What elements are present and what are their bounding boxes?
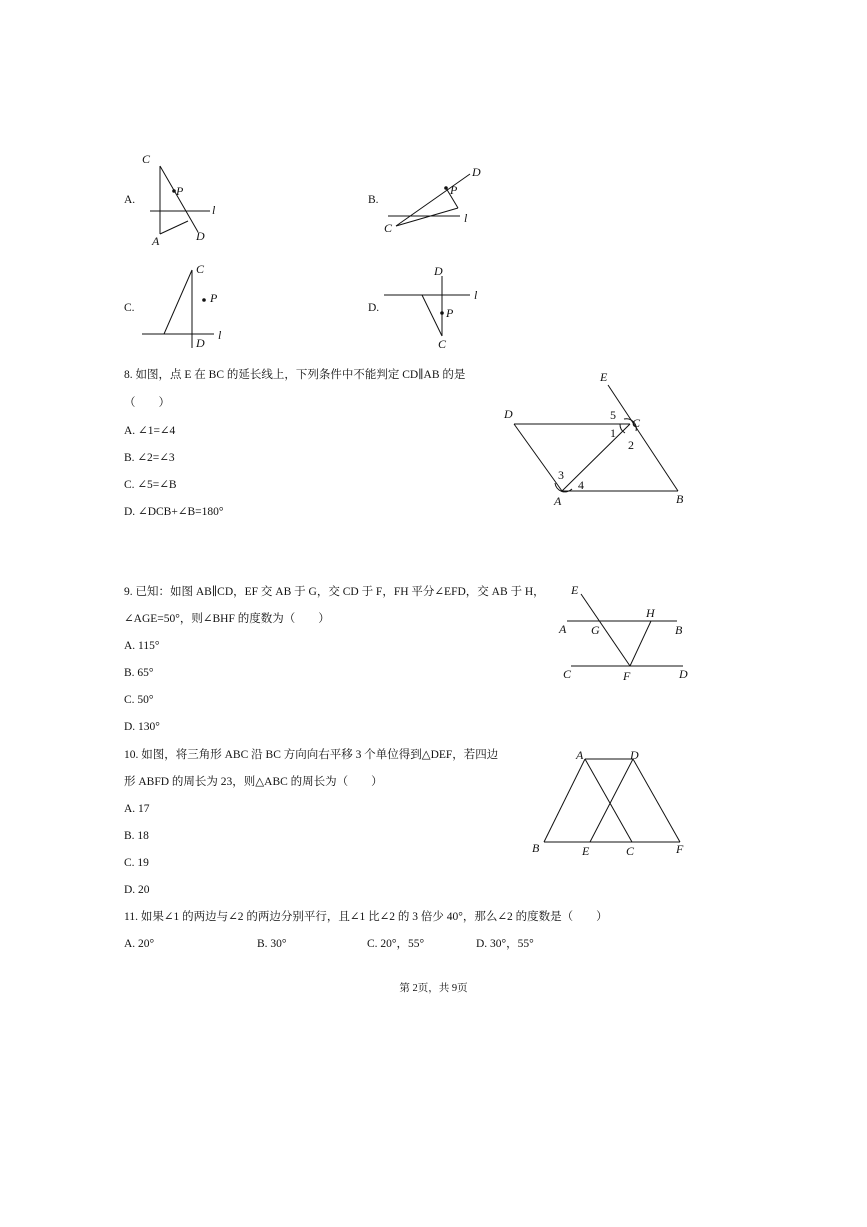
q7-figure-c	[138, 262, 238, 352]
q9-stem-line1: 9. 已知：如图 AB∥CD，EF 交 AB 于 G，交 CD 于 F，FH 平分∠EFD，交 AB 于 H，	[124, 586, 545, 598]
q10-option-c: C. 19	[124, 857, 149, 869]
q9-option-d: D. 130°	[124, 721, 160, 733]
q10-stem-line1: 10. 如图，将三角形 ABC 沿 BC 方向向右平移 3 个单位得到△DEF，若四边	[124, 749, 499, 761]
q7b-label-l: l	[464, 211, 468, 225]
q11-stem: 11. 如果∠1 的两边与∠2 的两边分别平行，且∠1 比∠2 的 3 倍少 40°，那么∠2 的度数是（ ）	[124, 911, 608, 923]
q7a-label-l: l	[212, 203, 216, 217]
q10-label-b: B	[532, 841, 540, 855]
q7-option-c-label: C.	[124, 302, 135, 314]
q10-option-d: D. 20	[124, 884, 150, 896]
q8-label-2: 2	[628, 438, 634, 452]
q8-label-1: 1	[610, 426, 616, 440]
q7b-label-d: D	[472, 165, 481, 179]
q7d-label-p: P	[446, 306, 454, 320]
q8-label-5: 5	[610, 408, 616, 422]
q8-label-b: B	[676, 492, 684, 506]
q9-option-a: A. 115°	[124, 640, 160, 652]
q10-label-f: F	[676, 842, 684, 856]
q9-option-b: B. 65°	[124, 667, 154, 679]
q11-option-d: D. 30°，55°	[476, 938, 534, 950]
q8-label-d: D	[504, 407, 513, 421]
q11-option-a: A. 20°	[124, 938, 155, 950]
q8-option-b: B. ∠2=∠3	[124, 452, 175, 464]
q7d-label-d: D	[434, 264, 443, 278]
q10-label-d: D	[630, 748, 639, 762]
q7b-label-p: P	[450, 183, 458, 197]
q10-label-e: E	[582, 844, 590, 858]
q9-label-g: G	[591, 623, 600, 637]
q7-option-b-label: B.	[368, 194, 379, 206]
q9-label-a: A	[559, 622, 567, 636]
q7c-label-l: l	[218, 328, 222, 342]
q8-label-e: E	[600, 370, 608, 384]
q8-paren: （ ）	[124, 397, 170, 409]
q10-label-a: A	[576, 748, 584, 762]
q7-figure-b	[380, 160, 490, 240]
q7-figure-d	[380, 264, 490, 354]
q9-label-e: E	[571, 583, 579, 597]
q8-label-4: 4	[578, 478, 584, 492]
q8-figure	[500, 365, 700, 515]
q7-figure-a	[140, 150, 230, 250]
q11-option-c: C. 20°，55°	[367, 938, 425, 950]
q7d-label-l: l	[474, 288, 478, 302]
q10-label-c: C	[626, 844, 635, 858]
q9-figure	[555, 582, 695, 682]
q7a-label-p: P	[176, 184, 184, 198]
q11-option-b: B. 30°	[257, 938, 287, 950]
q7-option-a-label: A.	[124, 194, 136, 206]
q8-label-a: A	[554, 494, 562, 508]
q7c-label-d: D	[196, 336, 205, 350]
q9-label-b: B	[675, 623, 683, 637]
q7a-label-a: A	[152, 234, 160, 248]
q7-option-d-label: D.	[368, 302, 380, 314]
q8-option-c: C. ∠5=∠B	[124, 479, 177, 491]
q8-label-3: 3	[558, 468, 564, 482]
q9-option-c: C. 50°	[124, 694, 154, 706]
q9-label-h: H	[646, 606, 655, 620]
q8-stem: 8. 如图，点 E 在 BC 的延长线上，下列条件中不能判定 CD∥AB 的是	[124, 369, 466, 381]
q9-label-f: F	[623, 669, 631, 683]
q9-label-c: C	[563, 667, 572, 681]
q7d-label-c: C	[438, 337, 447, 351]
q9-stem-line2: ∠AGE=50°，则∠BHF 的度数为（ ）	[124, 613, 330, 625]
q7a-label-c: C	[142, 152, 151, 166]
q10-stem-line2: 形 ABFD 的周长为 23，则△ABC 的周长为（ ）	[124, 776, 383, 788]
q7c-label-p: P	[210, 291, 218, 305]
q9-label-d: D	[679, 667, 688, 681]
page-footer: 第 2页，共 9页	[399, 983, 468, 994]
q10-figure	[530, 745, 695, 865]
q8-option-a: A. ∠1=∠4	[124, 425, 176, 437]
q8-label-c: C	[632, 416, 641, 430]
q7b-label-c: C	[384, 221, 393, 235]
q10-option-b: B. 18	[124, 830, 149, 842]
q7a-label-d: D	[196, 229, 205, 243]
q8-option-d: D. ∠DCB+∠B=180°	[124, 506, 224, 518]
q7c-label-c: C	[196, 262, 205, 276]
q10-option-a: A. 17	[124, 803, 150, 815]
